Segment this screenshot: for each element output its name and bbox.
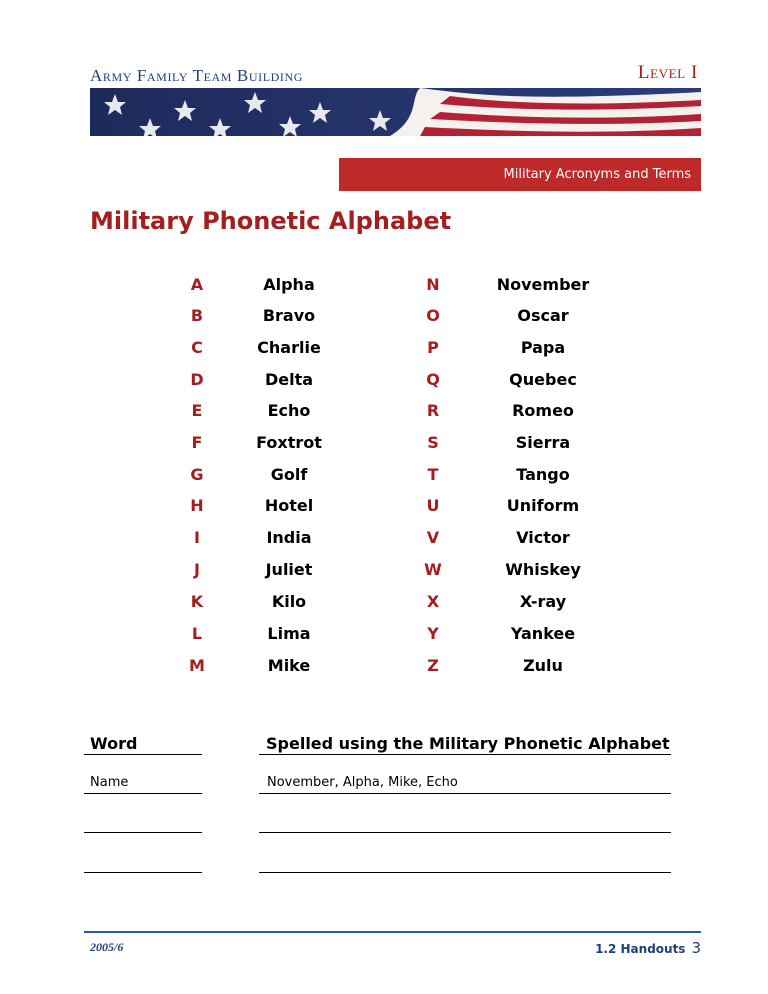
letter-b: B [190, 306, 204, 325]
word-yankee: Yankee [510, 624, 576, 643]
word-lima: Lima [267, 624, 311, 643]
word-bravo: Bravo [262, 306, 316, 325]
word-kilo: Kilo [271, 592, 307, 611]
word-delta: Delta [264, 370, 314, 389]
letter-m: M [189, 656, 205, 675]
example-word: Name [90, 775, 129, 790]
letter-i: I [194, 528, 200, 547]
word-foxtrot: Foxtrot [256, 433, 322, 452]
answer-line-spelled-3[interactable] [259, 872, 671, 873]
page-title: Military Phonetic Alphabet [90, 207, 452, 235]
word-november: November [496, 275, 590, 294]
letter-w: W [424, 560, 442, 579]
letter-k: K [190, 592, 204, 611]
letter-g: G [190, 465, 204, 484]
letter-q: Q [426, 370, 440, 389]
letter-c: C [191, 338, 203, 357]
letter-l: L [191, 624, 203, 643]
word-alpha: Alpha [263, 275, 315, 294]
answer-line-spelled-2[interactable] [259, 832, 671, 833]
answer-line-word-1[interactable] [84, 793, 202, 794]
footer-section [595, 939, 701, 957]
col-header-word: Word [90, 734, 138, 753]
word-tango: Tango [516, 465, 570, 484]
example-spelled: November, Alpha, Mike, Echo [267, 775, 458, 790]
letter-n: N [426, 275, 440, 294]
letter-t: T [427, 465, 439, 484]
header-rule-spelled [259, 754, 671, 755]
word-x-ray: X-ray [519, 592, 567, 611]
word-echo: Echo [267, 401, 311, 420]
flag-banner [90, 88, 701, 136]
answer-line-word-3[interactable] [84, 872, 202, 873]
section-tag: Military Acronyms and Terms [339, 158, 701, 191]
letter-y: Y [427, 624, 439, 643]
word-uniform: Uniform [506, 496, 580, 515]
word-india: India [266, 528, 312, 547]
word-quebec: Quebec [509, 370, 577, 389]
letter-d: D [190, 370, 204, 389]
word-charlie: Charlie [257, 338, 321, 357]
letter-x: X [426, 592, 440, 611]
program-title: Army Family Team Building [90, 66, 304, 85]
col-header-spelled: Spelled using the Military Phonetic Alphabet [266, 734, 670, 753]
answer-line-word-2[interactable] [84, 832, 202, 833]
level-label: Level I [637, 62, 698, 83]
letter-r: R [426, 401, 440, 420]
letter-a: A [190, 275, 204, 294]
letter-e: E [191, 401, 203, 420]
word-papa: Papa [520, 338, 566, 357]
letter-h: H [190, 496, 204, 515]
letter-u: U [426, 496, 440, 515]
word-golf: Golf [270, 465, 308, 484]
letter-z: Z [427, 656, 439, 675]
letter-f: F [191, 433, 203, 452]
answer-line-spelled-1[interactable] [259, 793, 671, 794]
letter-o: O [426, 306, 440, 325]
letter-p: P [427, 338, 439, 357]
page-number: 3 [691, 939, 701, 957]
letter-v: V [426, 528, 440, 547]
footer-section-label: 1.2 Handouts [595, 942, 686, 956]
letter-s: S [427, 433, 439, 452]
word-zulu: Zulu [523, 656, 563, 675]
word-whiskey: Whiskey [505, 560, 581, 579]
letter-j: J [194, 560, 200, 579]
footer-date: 2005/6 [90, 940, 124, 954]
word-oscar: Oscar [517, 306, 569, 325]
word-romeo: Romeo [512, 401, 574, 420]
footer-rule [84, 931, 701, 933]
header-rule-word [84, 754, 202, 755]
word-hotel: Hotel [264, 496, 314, 515]
word-mike: Mike [267, 656, 311, 675]
word-sierra: Sierra [515, 433, 571, 452]
word-victor: Victor [516, 528, 570, 547]
word-juliet: Juliet [265, 560, 313, 579]
